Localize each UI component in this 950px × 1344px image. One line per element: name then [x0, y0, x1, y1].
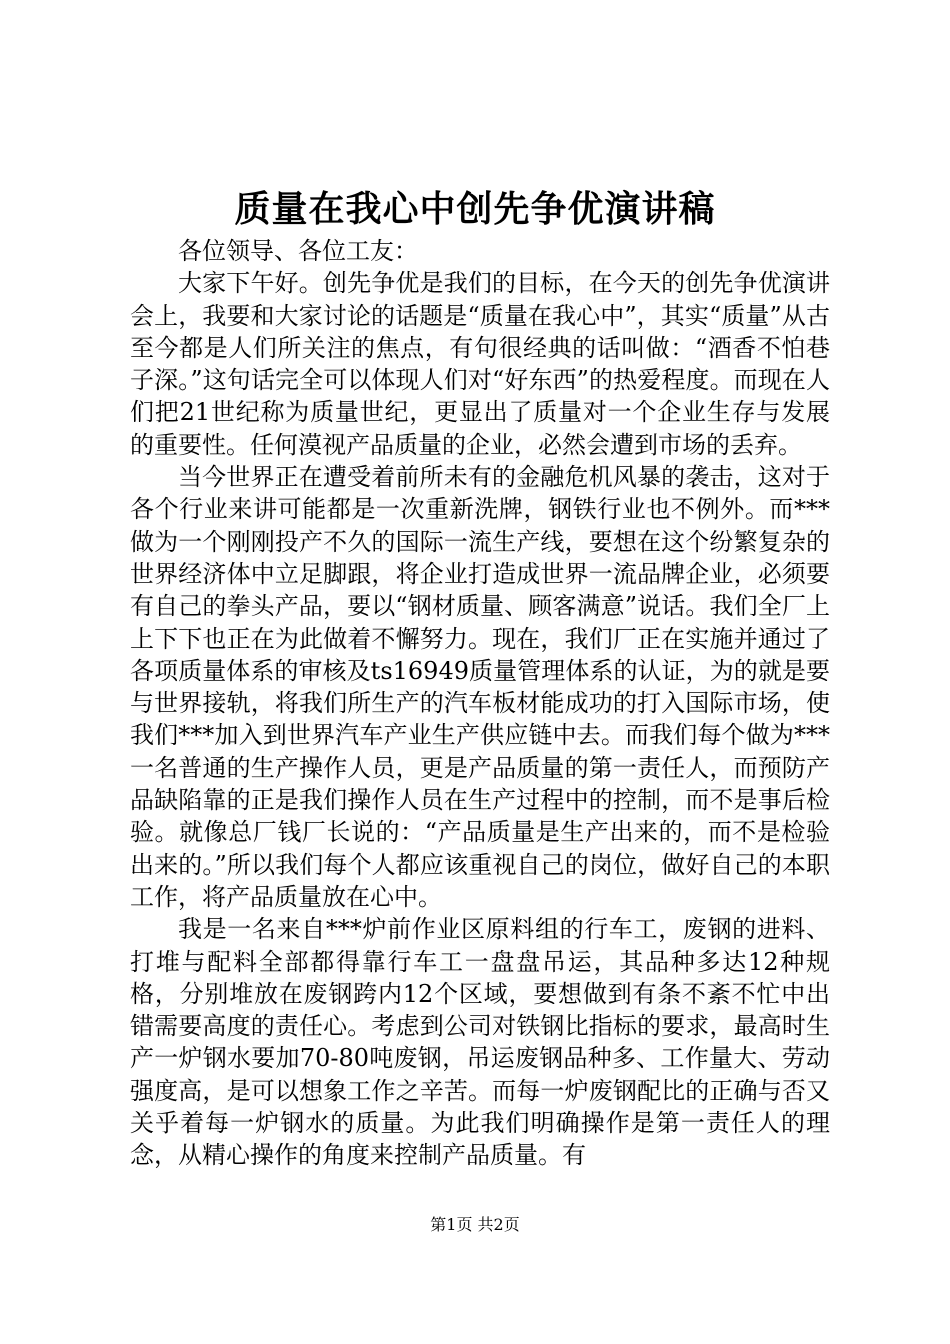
- document-title: 质量在我心中创先争优演讲稿: [234, 188, 716, 230]
- document-body: [130, 235, 830, 1172]
- body-paragraph-3: 我是一名来自***炉前作业区原料组的行车工，废钢的进料、打堆与配料全部都得靠行车工一盘盘吊运，其品种多达12种规格，分别堆放在废钢跨内12个区域，要想做到有条不紊不忙中出错需要高度的责任心。考虑到公司对铁钢比指标的要求，最高时生产一炉钢水要加70-80吨废钢，吊运废钢品种多、工作量大、劳动强度高，是可以想象工作之辛苦。而每一炉废钢配比的正确与否又关乎着每一炉钢水的质量。为此我们明确操作是第一责任人的理念，从精心操作的角度来控制产品质量。有: [130, 915, 830, 1170]
- body-paragraph-2: 当今世界正在遭受着前所未有的金融危机风暴的袭击，这对于各个行业来讲可能都是一次重新洗牌，钢铁行业也不例外。而***做为一个刚刚投产不久的国际一流生产线，要想在这个纷繁复杂的世界经济体中立足脚跟，将企业打造成世界一流品牌企业，必须要有自己的拳头产品，要以“钢材质量、顾客满意”说话。我们全厂上上下下也正在为此做着不懈努力。现在，我们厂正在实施并通过了各项质量体系的审核及ts16949质量管理体系的认证，为的就是要与世界接轨，将我们所生产的汽车板材能成功的打入国际市场，使我们***加入到世界汽车产业生产供应链中去。而我们每个做为***一名普通的生产操作人员，更是产品质量的第一责任人，而预防产品缺陷靠的正是我们操作人员在生产过程中的控制，而不是事后检验。就像总厂钱厂长说的：“产品质量是生产出来的，而不是检验出来的。”所以我们每个人都应该重视自己的岗位，做好自己的本职工作，将产品质量放在心中。: [130, 463, 830, 911]
- body-paragraph-1: 大家下午好。创先争优是我们的目标，在今天的创先争优演讲会上，我要和大家讨论的话题是“质量在我心中”，其实“质量”从古至今都是人们所关注的焦点，有句很经典的话叫做：“酒香不怕巷子深。”这句话完全可以体现人们对“好东西”的热爱程度。而现在人们把21世纪称为质量世纪，更显出了质量对一个企业生存与发展的重要性。任何漠视产品质量的企业，必然会遭到市场的丢弃。: [130, 269, 830, 459]
- salutation-paragraph: 各位领导、各位工友：: [178, 237, 418, 265]
- page-number-footer: 第1页 共2页: [430, 1215, 520, 1234]
